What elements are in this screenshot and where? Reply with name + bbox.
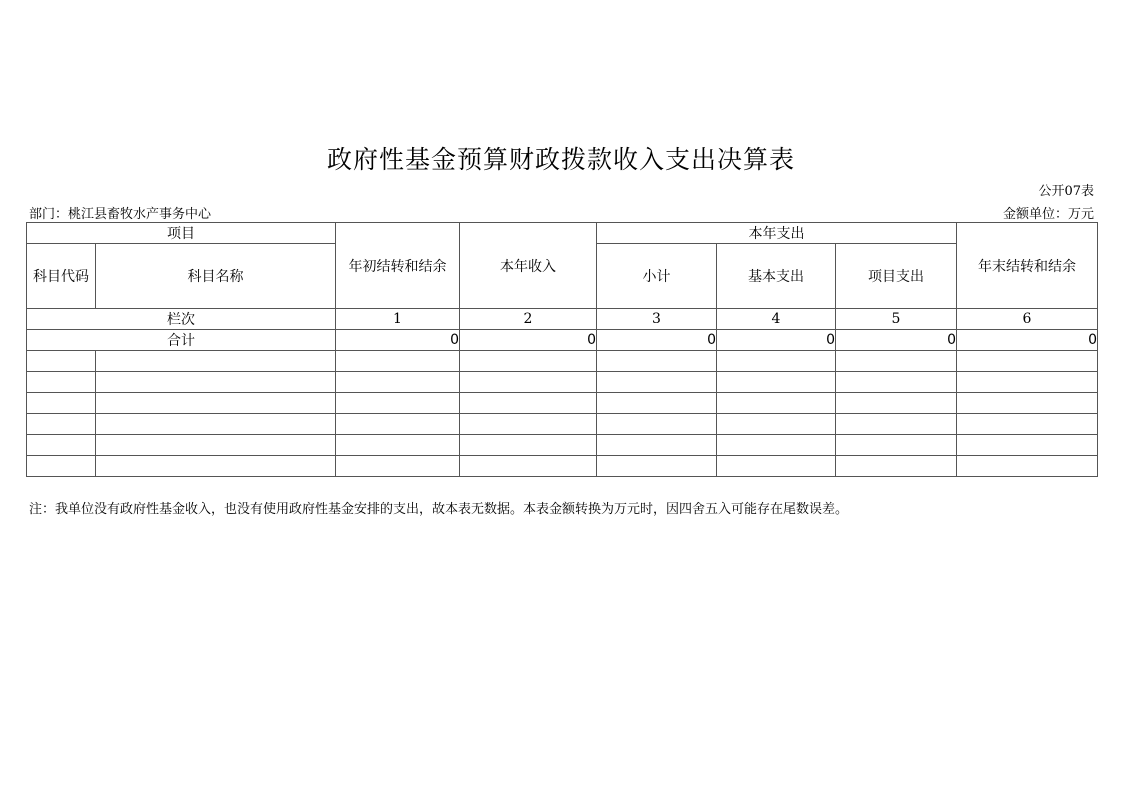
empty-row <box>27 414 1098 435</box>
form-number: 公开07表 <box>1038 184 1094 199</box>
empty-cell <box>957 393 1098 414</box>
footnote: 注：我单位没有政府性基金收入，也没有使用政府性基金安排的支出，故本表无数据。本表金额转换为万元时，因四舍五入可能存在尾数误差。 <box>29 502 849 517</box>
empty-cell <box>836 393 957 414</box>
amount-unit-label: 金额单位：万元 <box>1002 207 1094 222</box>
empty-cell <box>96 393 336 414</box>
empty-cell <box>336 414 460 435</box>
empty-cell <box>460 456 597 477</box>
empty-cell <box>836 414 957 435</box>
empty-cell <box>717 435 836 456</box>
empty-cell <box>957 456 1098 477</box>
header-expense: 本年支出 <box>597 223 957 244</box>
total-value: 0 <box>597 330 717 351</box>
column-index: 5 <box>836 309 957 330</box>
empty-cell <box>717 372 836 393</box>
empty-cell <box>336 351 460 372</box>
empty-cell <box>717 351 836 372</box>
empty-cell <box>27 393 96 414</box>
empty-row <box>27 351 1098 372</box>
column-index: 3 <box>597 309 717 330</box>
total-value: 0 <box>336 330 460 351</box>
empty-cell <box>27 372 96 393</box>
empty-cell <box>460 372 597 393</box>
empty-cell <box>597 393 717 414</box>
empty-cell <box>957 372 1098 393</box>
total-value: 0 <box>957 330 1098 351</box>
total-label: 合计 <box>27 330 336 351</box>
empty-cell <box>96 435 336 456</box>
empty-row <box>27 372 1098 393</box>
empty-cell <box>96 456 336 477</box>
empty-cell <box>957 414 1098 435</box>
empty-cell <box>96 351 336 372</box>
empty-cell <box>836 435 957 456</box>
empty-cell <box>336 393 460 414</box>
empty-cell <box>27 456 96 477</box>
empty-cell <box>597 456 717 477</box>
header-subtotal: 小计 <box>597 244 717 309</box>
header-basic: 基本支出 <box>717 244 836 309</box>
empty-cell <box>597 351 717 372</box>
report-title: 政府性基金预算财政拨款收入支出决算表 <box>326 145 795 174</box>
total-value: 0 <box>836 330 957 351</box>
empty-cell <box>460 393 597 414</box>
empty-cell <box>27 435 96 456</box>
empty-cell <box>717 414 836 435</box>
empty-cell <box>27 414 96 435</box>
empty-cell <box>597 372 717 393</box>
header-item: 项目 <box>27 223 336 244</box>
header-begin-balance: 年初结转和结余 <box>336 223 460 309</box>
column-index-label: 栏次 <box>27 309 336 330</box>
empty-cell <box>460 435 597 456</box>
header-project: 项目支出 <box>836 244 957 309</box>
column-index: 1 <box>336 309 460 330</box>
budget-table <box>26 222 1098 477</box>
header-end-balance: 年末结转和结余 <box>957 223 1098 309</box>
empty-row <box>27 456 1098 477</box>
empty-cell <box>336 456 460 477</box>
empty-row <box>27 393 1098 414</box>
empty-cell <box>836 456 957 477</box>
empty-cell <box>957 435 1098 456</box>
empty-cell <box>597 435 717 456</box>
empty-cell <box>96 414 336 435</box>
column-index: 6 <box>957 309 1098 330</box>
header-income: 本年收入 <box>460 223 597 309</box>
empty-cell <box>836 351 957 372</box>
header-name: 科目名称 <box>96 244 336 309</box>
header-code: 科目代码 <box>27 244 96 309</box>
empty-cell <box>957 351 1098 372</box>
empty-cell <box>717 393 836 414</box>
empty-cell <box>27 351 96 372</box>
total-value: 0 <box>460 330 597 351</box>
department-label: 部门：桃江县畜牧水产事务中心 <box>29 207 212 222</box>
empty-cell <box>336 435 460 456</box>
empty-cell <box>460 351 597 372</box>
empty-cell <box>836 372 957 393</box>
empty-cell <box>336 372 460 393</box>
empty-cell <box>460 414 597 435</box>
total-value: 0 <box>717 330 836 351</box>
column-index: 4 <box>717 309 836 330</box>
total-row <box>27 330 1098 351</box>
empty-row <box>27 435 1098 456</box>
empty-cell <box>597 414 717 435</box>
column-index: 2 <box>460 309 597 330</box>
empty-cell <box>717 456 836 477</box>
empty-cell <box>96 372 336 393</box>
